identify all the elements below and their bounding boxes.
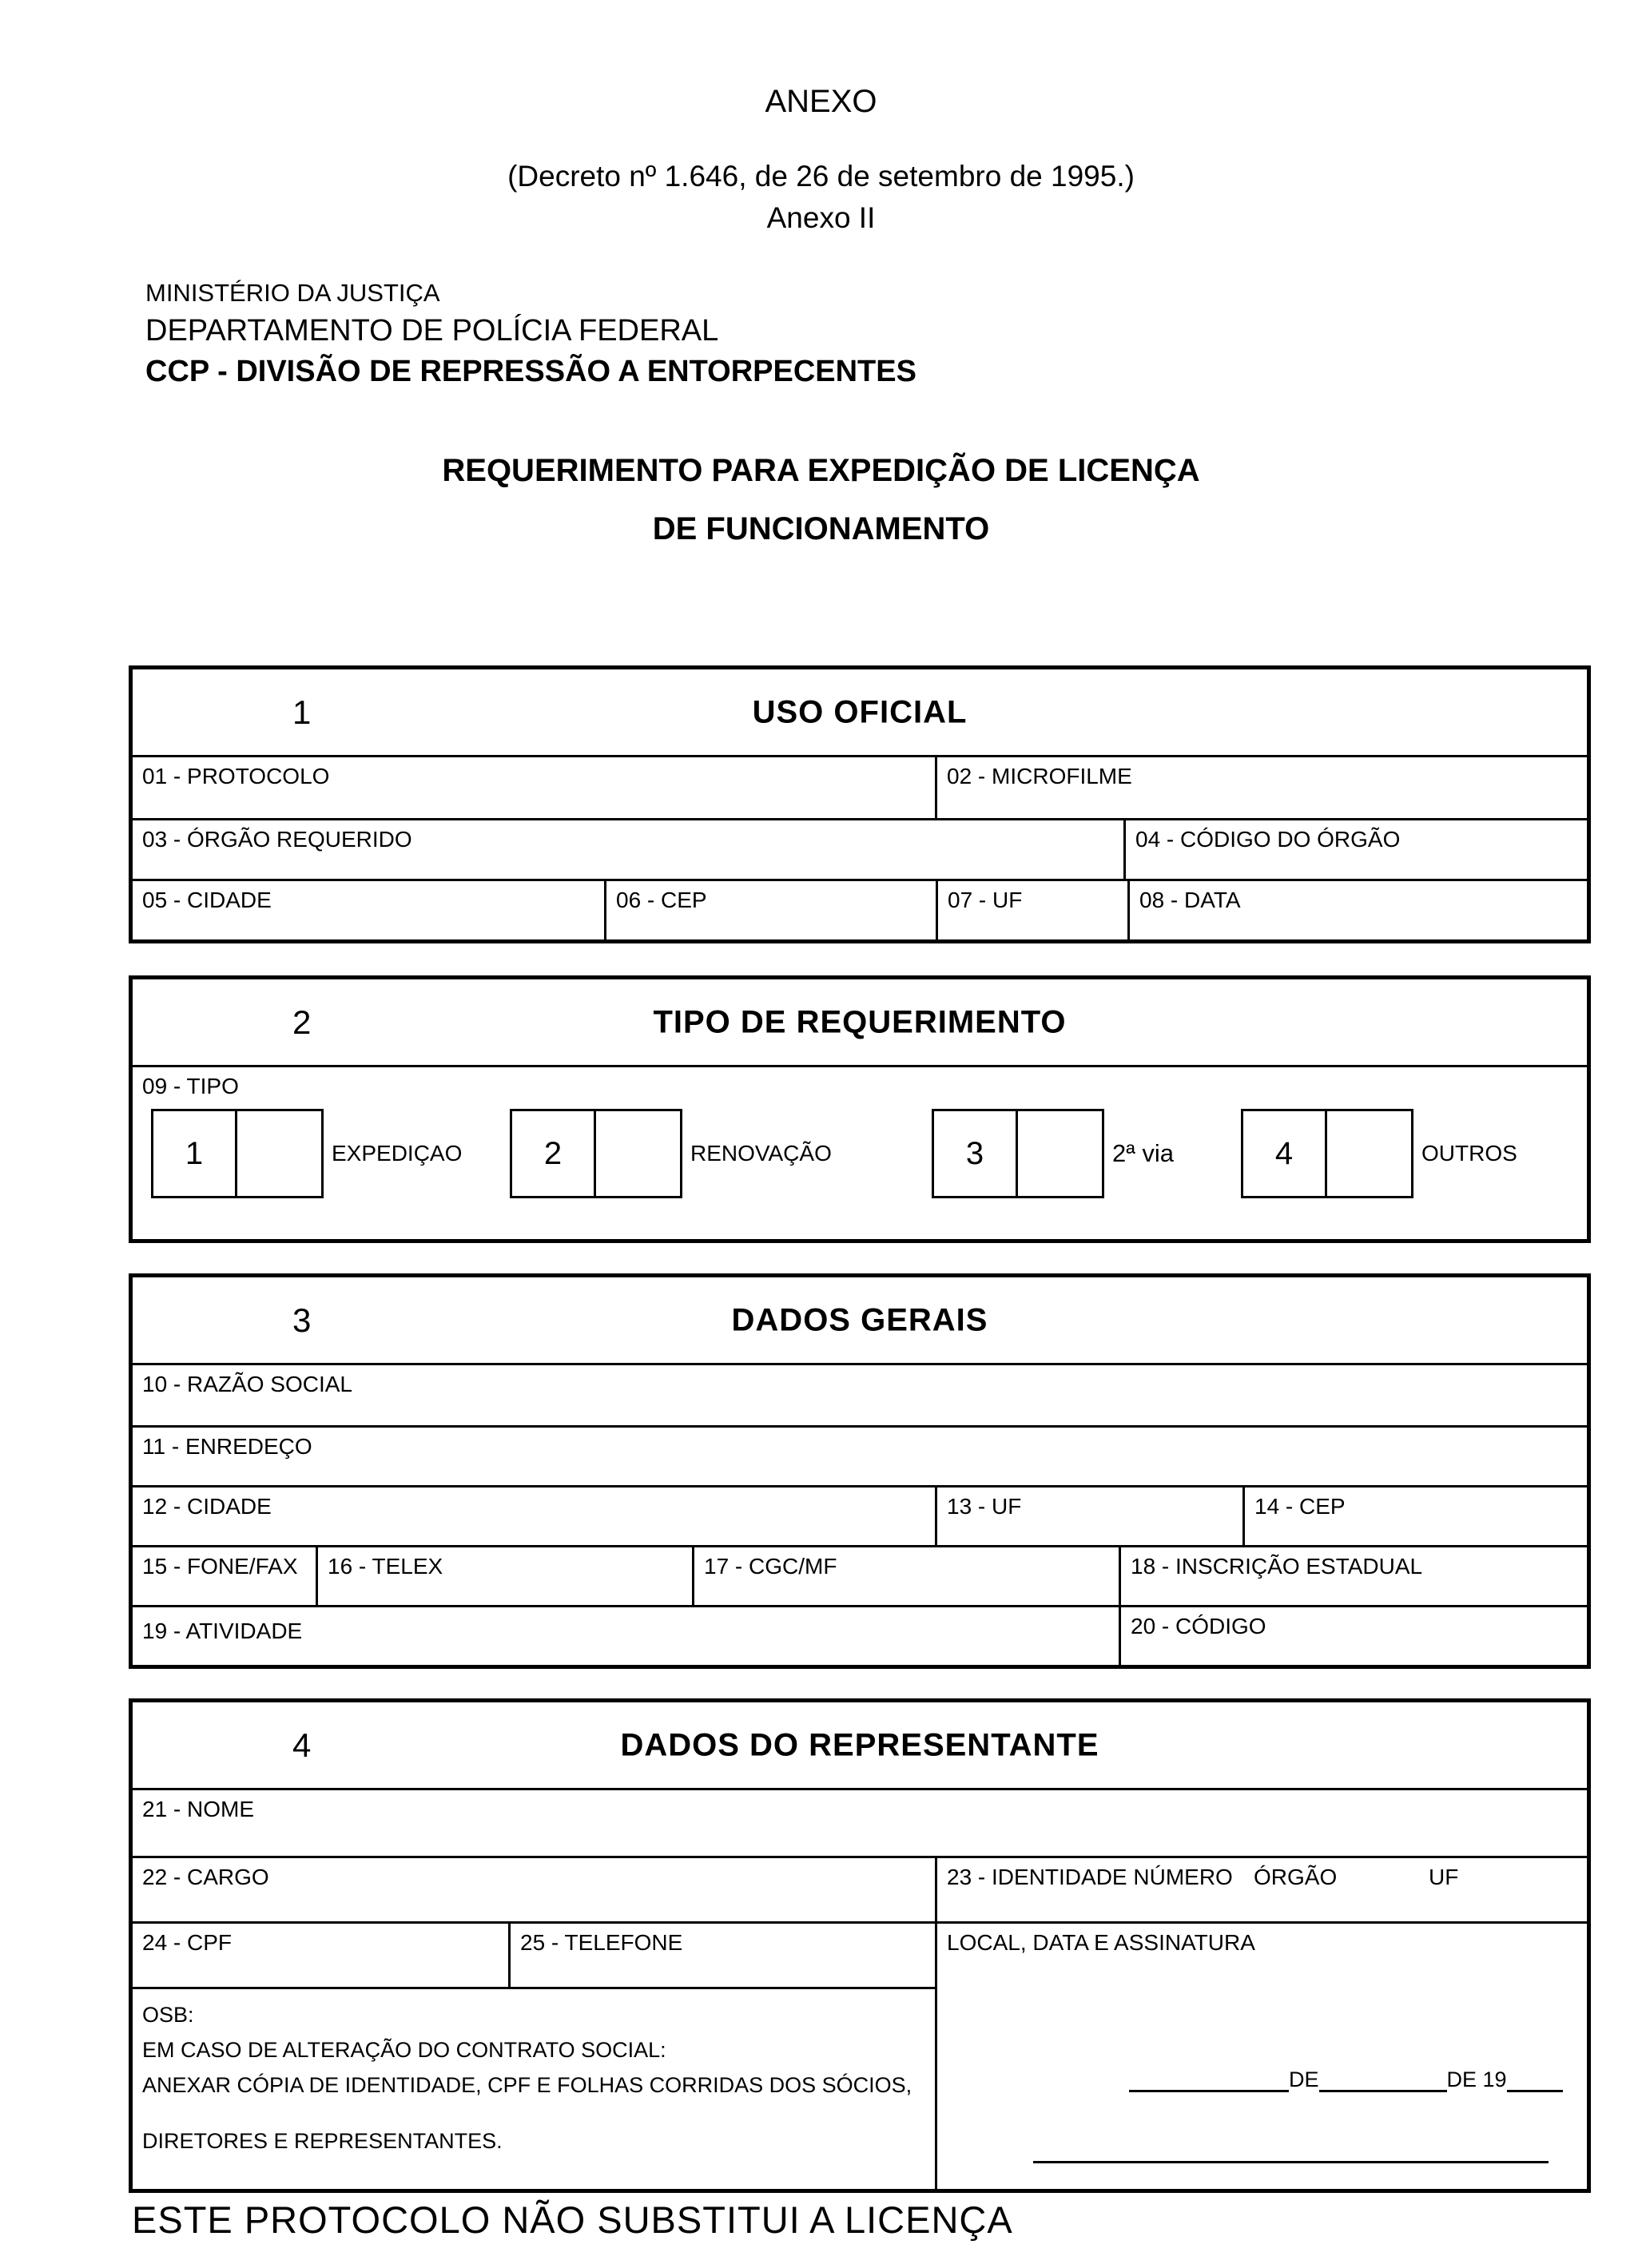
field-10-razao-social-label: 10 - RAZÃO SOCIAL [142, 1372, 352, 1396]
section-2-number: 2 [292, 1003, 312, 1041]
field-22-cargo-label: 22 - CARGO [142, 1865, 269, 1889]
field-20-codigo-label: 20 - CÓDIGO [1131, 1614, 1266, 1638]
field-20-codigo [1119, 1607, 1587, 1665]
tipo-option-2-box [510, 1109, 682, 1198]
date-blank-year [1507, 2068, 1563, 2092]
section-3-header [133, 1277, 1587, 1365]
field-18-inscricao-estadual-label: 18 - INSCRIÇÃO ESTADUAL [1131, 1554, 1423, 1579]
section-3-title: DADOS GERAIS [731, 1302, 988, 1337]
section-1-number: 1 [292, 693, 312, 731]
field-01-protocolo-label: 01 - PROTOCOLO [142, 764, 330, 788]
field-23-identidade [935, 1858, 1587, 1921]
field-08-data-label: 08 - DATA [1139, 888, 1241, 912]
field-18-inscricao-estadual [1119, 1547, 1587, 1605]
tipo-option-4-checkbox [1327, 1111, 1411, 1196]
obs-line-1: OSB: [142, 2003, 194, 2027]
field-21-nome [133, 1790, 1587, 1856]
tipo-option-3-box [932, 1109, 1104, 1198]
tipo-option-2a-via [932, 1109, 1174, 1198]
section-dados-representante [129, 1698, 1591, 2193]
obs-note [133, 1989, 935, 2167]
anexo-heading: ANEXO [765, 84, 877, 119]
field-16-telex-label: 16 - TELEX [328, 1554, 443, 1579]
tipo-option-1-label: EXPEDIÇAO [332, 1141, 463, 1166]
tipo-option-3-number: 3 [934, 1111, 1018, 1196]
field-23-uf-label: UF [1429, 1865, 1459, 1889]
field-local-data-assinatura-label: LOCAL, DATA E ASSINATURA [947, 1930, 1255, 1955]
field-09-tipo-label: 09 - TIPO [142, 1074, 239, 1098]
field-25-telefone-label: 25 - TELEFONE [520, 1930, 683, 1955]
field-02-microfilme-label: 02 - MICROFILME [947, 764, 1132, 788]
field-23-identidade-numero-label: 23 - IDENTIDADE NÚMERO [947, 1865, 1233, 1889]
section-4-header [133, 1702, 1587, 1790]
tipo-option-2-number: 2 [512, 1111, 596, 1196]
field-06-cep [604, 881, 936, 939]
tipo-option-1-box [151, 1109, 324, 1198]
section-uso-oficial [129, 665, 1591, 943]
tipo-option-2-checkbox [596, 1111, 680, 1196]
date-blank-day [1129, 2068, 1289, 2092]
section-2-header [133, 979, 1587, 1067]
decree-line: (Decreto nº 1.646, de 26 de setembro de 1995.) [507, 160, 1135, 193]
tipo-option-4-label: OUTROS [1421, 1141, 1517, 1166]
field-15-fone-fax [133, 1547, 316, 1605]
signature-line [1033, 2161, 1549, 2163]
field-23-orgao-label: ÓRGÃO [1254, 1865, 1338, 1889]
field-04-codigo-orgao-label: 04 - CÓDIGO DO ÓRGÃO [1135, 827, 1401, 852]
section-dados-gerais [129, 1273, 1591, 1669]
field-11-endereco-label: 11 - ENREDEÇO [142, 1434, 312, 1459]
form-title-line1: REQUERIMENTO PARA EXPEDIÇÃO DE LICENÇA [442, 453, 1200, 488]
field-02-microfilme [935, 757, 1587, 818]
tipo-option-4-number: 4 [1243, 1111, 1327, 1196]
field-04-codigo-orgao [1123, 820, 1587, 879]
field-25-telefone [508, 1924, 935, 1987]
tipo-option-3-checkbox [1018, 1111, 1102, 1196]
section-4-title: DADOS DO REPRESENTANTE [620, 1727, 1099, 1762]
field-local-data-assinatura [935, 1924, 1587, 2189]
field-19-atividade-label: 19 - ATIVIDADE [142, 1619, 303, 1643]
section-4-number: 4 [292, 1726, 312, 1764]
field-13-uf-label: 13 - UF [947, 1494, 1022, 1519]
field-08-data [1127, 881, 1587, 939]
field-24-cpf-label: 24 - CPF [142, 1930, 233, 1955]
tipo-option-2-label: RENOVAÇÃO [690, 1141, 832, 1166]
field-24-cpf [133, 1924, 508, 1987]
representante-left-column [133, 1924, 935, 2189]
tipo-option-1-checkbox [237, 1111, 321, 1196]
field-17-cgc-mf [692, 1547, 1119, 1605]
footer-protocol-notice: ESTE PROTOCOLO NÃO SUBSTITUI A LICENÇA [132, 2198, 1013, 2241]
field-16-telex [316, 1547, 692, 1605]
field-07-uf [936, 881, 1127, 939]
form-title-line2: DE FUNCIONAMENTO [652, 511, 990, 546]
section-3-number: 3 [292, 1301, 312, 1339]
obs-line-3: ANEXAR CÓPIA DE IDENTIDADE, CPF E FOLHAS CORRIDAS DOS SÓCIOS, [142, 2073, 912, 2097]
obs-line-2: EM CASO DE ALTERAÇÃO DO CONTRATO SOCIAL: [142, 2038, 666, 2062]
field-09-tipo [133, 1067, 1587, 1239]
field-21-nome-label: 21 - NOME [142, 1797, 255, 1821]
tipo-option-3-label: 2ª via [1112, 1139, 1174, 1167]
field-01-protocolo [133, 757, 935, 818]
date-blank-month [1319, 2068, 1447, 2092]
tipo-option-expedicao [151, 1109, 462, 1198]
tipo-option-4-box [1241, 1109, 1413, 1198]
field-07-uf-label: 07 - UF [948, 888, 1023, 912]
field-14-cep-label: 14 - CEP [1254, 1494, 1346, 1519]
tipo-option-1-number: 1 [153, 1111, 237, 1196]
ministry-line: MINISTÉRIO DA JUSTIÇA [145, 279, 440, 307]
field-19-atividade [133, 1607, 1119, 1665]
field-06-cep-label: 06 - CEP [616, 888, 707, 912]
field-13-uf [935, 1488, 1242, 1545]
field-15-fone-fax-label: 15 - FONE/FAX [142, 1554, 298, 1579]
department-line: DEPARTAMENTO DE POLÍCIA FEDERAL [145, 314, 719, 348]
field-05-cidade-label: 05 - CIDADE [142, 888, 272, 912]
field-12-cidade-label: 12 - CIDADE [142, 1494, 272, 1519]
anexo-ii-line: Anexo II [766, 201, 876, 234]
division-line: CCP - DIVISÃO DE REPRESSÃO A ENTORPECENTES [145, 355, 916, 388]
section-1-title: USO OFICIAL [752, 694, 968, 729]
section-tipo-requerimento [129, 975, 1591, 1243]
date-word-de19: DE 19 [1446, 2067, 1507, 2091]
date-fill-line [1129, 2067, 1563, 2092]
tipo-option-renovacao [510, 1109, 832, 1198]
field-10-razao-social [133, 1365, 1587, 1425]
field-11-endereco [133, 1428, 1587, 1485]
field-03-orgao-requerido-label: 03 - ÓRGÃO REQUERIDO [142, 827, 412, 852]
date-word-de: DE [1289, 2067, 1319, 2091]
tipo-option-outros [1241, 1109, 1517, 1198]
section-2-title: TIPO DE REQUERIMENTO [653, 1004, 1067, 1039]
field-05-cidade [133, 881, 604, 939]
field-14-cep [1242, 1488, 1587, 1545]
field-03-orgao-requerido [133, 820, 1123, 879]
obs-line-4: DIRETORES E REPRESENTANTES. [142, 2129, 503, 2153]
section-1-header [133, 669, 1587, 757]
field-12-cidade [133, 1488, 935, 1545]
field-17-cgc-mf-label: 17 - CGC/MF [704, 1554, 837, 1579]
field-22-cargo [133, 1858, 935, 1921]
